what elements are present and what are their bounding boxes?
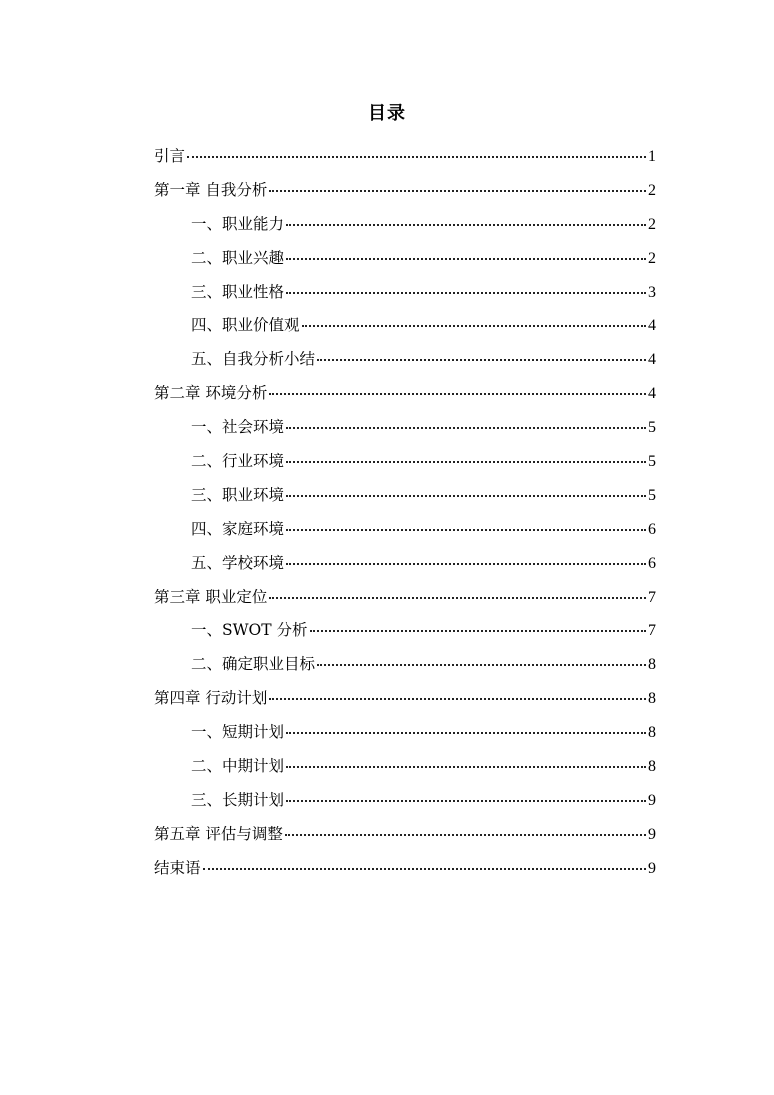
- toc-entry-section[interactable]: [154, 344, 656, 378]
- toc-page-number: 6: [648, 554, 656, 572]
- toc-page-number: 9: [648, 825, 656, 843]
- toc-entry-chapter-1[interactable]: [154, 175, 656, 209]
- toc-page-number: 5: [648, 419, 656, 437]
- toc-entry-section[interactable]: [154, 785, 656, 819]
- toc-entry-chapter-5[interactable]: [154, 819, 656, 853]
- toc-entry-chapter-4[interactable]: [154, 683, 656, 717]
- toc-dot-leader: [286, 731, 646, 734]
- toc-dot-leader: [286, 291, 646, 294]
- toc-page-number: 5: [648, 486, 656, 504]
- toc-page-number: 6: [648, 520, 656, 538]
- toc-dot-leader: [269, 697, 646, 700]
- toc-dot-leader: [286, 223, 646, 226]
- toc-page-number: 2: [648, 181, 656, 199]
- table-of-contents: [154, 141, 656, 887]
- toc-dot-leader: [269, 189, 646, 192]
- toc-dot-leader: [286, 460, 646, 463]
- toc-entry-section[interactable]: [154, 446, 656, 480]
- toc-entry-label: 第五章 评估与调整: [154, 824, 283, 843]
- toc-dot-leader: [286, 528, 646, 531]
- toc-entry-label: 第三章 职业定位: [154, 587, 268, 606]
- toc-entry-introduction[interactable]: [154, 141, 656, 175]
- toc-dot-leader: [310, 629, 646, 632]
- toc-dot-leader: [286, 562, 646, 565]
- toc-page-number: 4: [648, 317, 656, 335]
- toc-entry-label: 第四章 行动计划: [154, 689, 268, 708]
- toc-page-number: 1: [648, 148, 656, 165]
- toc-page-number: 5: [648, 453, 656, 471]
- toc-page-number: 2: [648, 215, 656, 233]
- toc-dot-leader: [286, 494, 646, 497]
- toc-entry-label: 一、短期计划: [191, 723, 285, 742]
- toc-entry-label: 结束语: [154, 858, 201, 877]
- toc-entry-label: 第二章 环境分析: [154, 384, 268, 403]
- toc-page-number: 9: [648, 859, 656, 877]
- toc-entry-label: 二、中期计划: [191, 757, 285, 776]
- toc-dot-leader: [269, 392, 646, 395]
- toc-entry-label: 三、职业性格: [191, 282, 285, 301]
- toc-entry-section[interactable]: [154, 277, 656, 311]
- toc-entry-section[interactable]: [154, 412, 656, 446]
- toc-entry-chapter-3[interactable]: [154, 582, 656, 616]
- toc-entry-label: 三、职业环境: [191, 485, 285, 504]
- toc-page-number: 4: [648, 351, 656, 369]
- toc-page-number: 4: [648, 385, 656, 403]
- toc-dot-leader: [302, 324, 646, 327]
- toc-entry-section[interactable]: [154, 717, 656, 751]
- toc-entry-section[interactable]: [154, 615, 656, 649]
- toc-entry-section[interactable]: [154, 514, 656, 548]
- toc-dot-leader: [203, 867, 646, 870]
- toc-entry-label: 五、学校环境: [191, 553, 285, 572]
- toc-dot-leader: [317, 358, 646, 361]
- toc-entry-conclusion[interactable]: [154, 853, 656, 887]
- toc-entry-label: 四、家庭环境: [191, 519, 285, 538]
- toc-dot-leader: [286, 426, 646, 429]
- toc-entry-section[interactable]: [154, 480, 656, 514]
- toc-entry-chapter-2[interactable]: [154, 378, 656, 412]
- toc-entry-label: 第一章 自我分析: [154, 180, 268, 199]
- toc-page-number: 7: [648, 588, 656, 606]
- toc-entry-section[interactable]: [154, 209, 656, 243]
- toc-entry-label: 四、职业价值观: [191, 316, 300, 335]
- toc-page-number: 9: [648, 791, 656, 809]
- toc-dot-leader: [285, 833, 646, 836]
- toc-entry-section[interactable]: [154, 243, 656, 277]
- toc-entry-label: 一、社会环境: [191, 418, 285, 437]
- toc-page-number: 8: [648, 690, 656, 708]
- toc-dot-leader: [286, 799, 646, 802]
- toc-dot-leader: [286, 765, 646, 768]
- toc-entry-label: 二、确定职业目标: [191, 655, 316, 674]
- toc-entry-label: 一、职业能力: [191, 214, 285, 233]
- toc-entry-label: 二、职业兴趣: [191, 248, 285, 267]
- toc-dot-leader: [317, 663, 646, 666]
- toc-page-number: 2: [648, 249, 656, 267]
- toc-dot-leader: [187, 155, 646, 158]
- toc-entry-section[interactable]: [154, 548, 656, 582]
- toc-page-number: 8: [648, 724, 656, 742]
- toc-page-number: 8: [648, 656, 656, 674]
- toc-title: 目录: [368, 103, 406, 124]
- toc-entry-label: 引言: [154, 147, 186, 165]
- toc-entry-section[interactable]: [154, 649, 656, 683]
- toc-dot-leader: [286, 257, 646, 260]
- toc-page-number: 7: [648, 622, 656, 640]
- toc-page-number: 8: [648, 758, 656, 776]
- toc-entry-section[interactable]: [154, 310, 656, 344]
- toc-dot-leader: [269, 596, 646, 599]
- toc-entry-label: 一、SWOT 分析: [191, 621, 308, 640]
- toc-entry-label: 三、长期计划: [191, 790, 285, 809]
- toc-entry-section[interactable]: [154, 751, 656, 785]
- toc-entry-label: 二、行业环境: [191, 452, 285, 471]
- toc-entry-label: 五、自我分析小结: [191, 350, 316, 369]
- toc-page-number: 3: [648, 283, 656, 301]
